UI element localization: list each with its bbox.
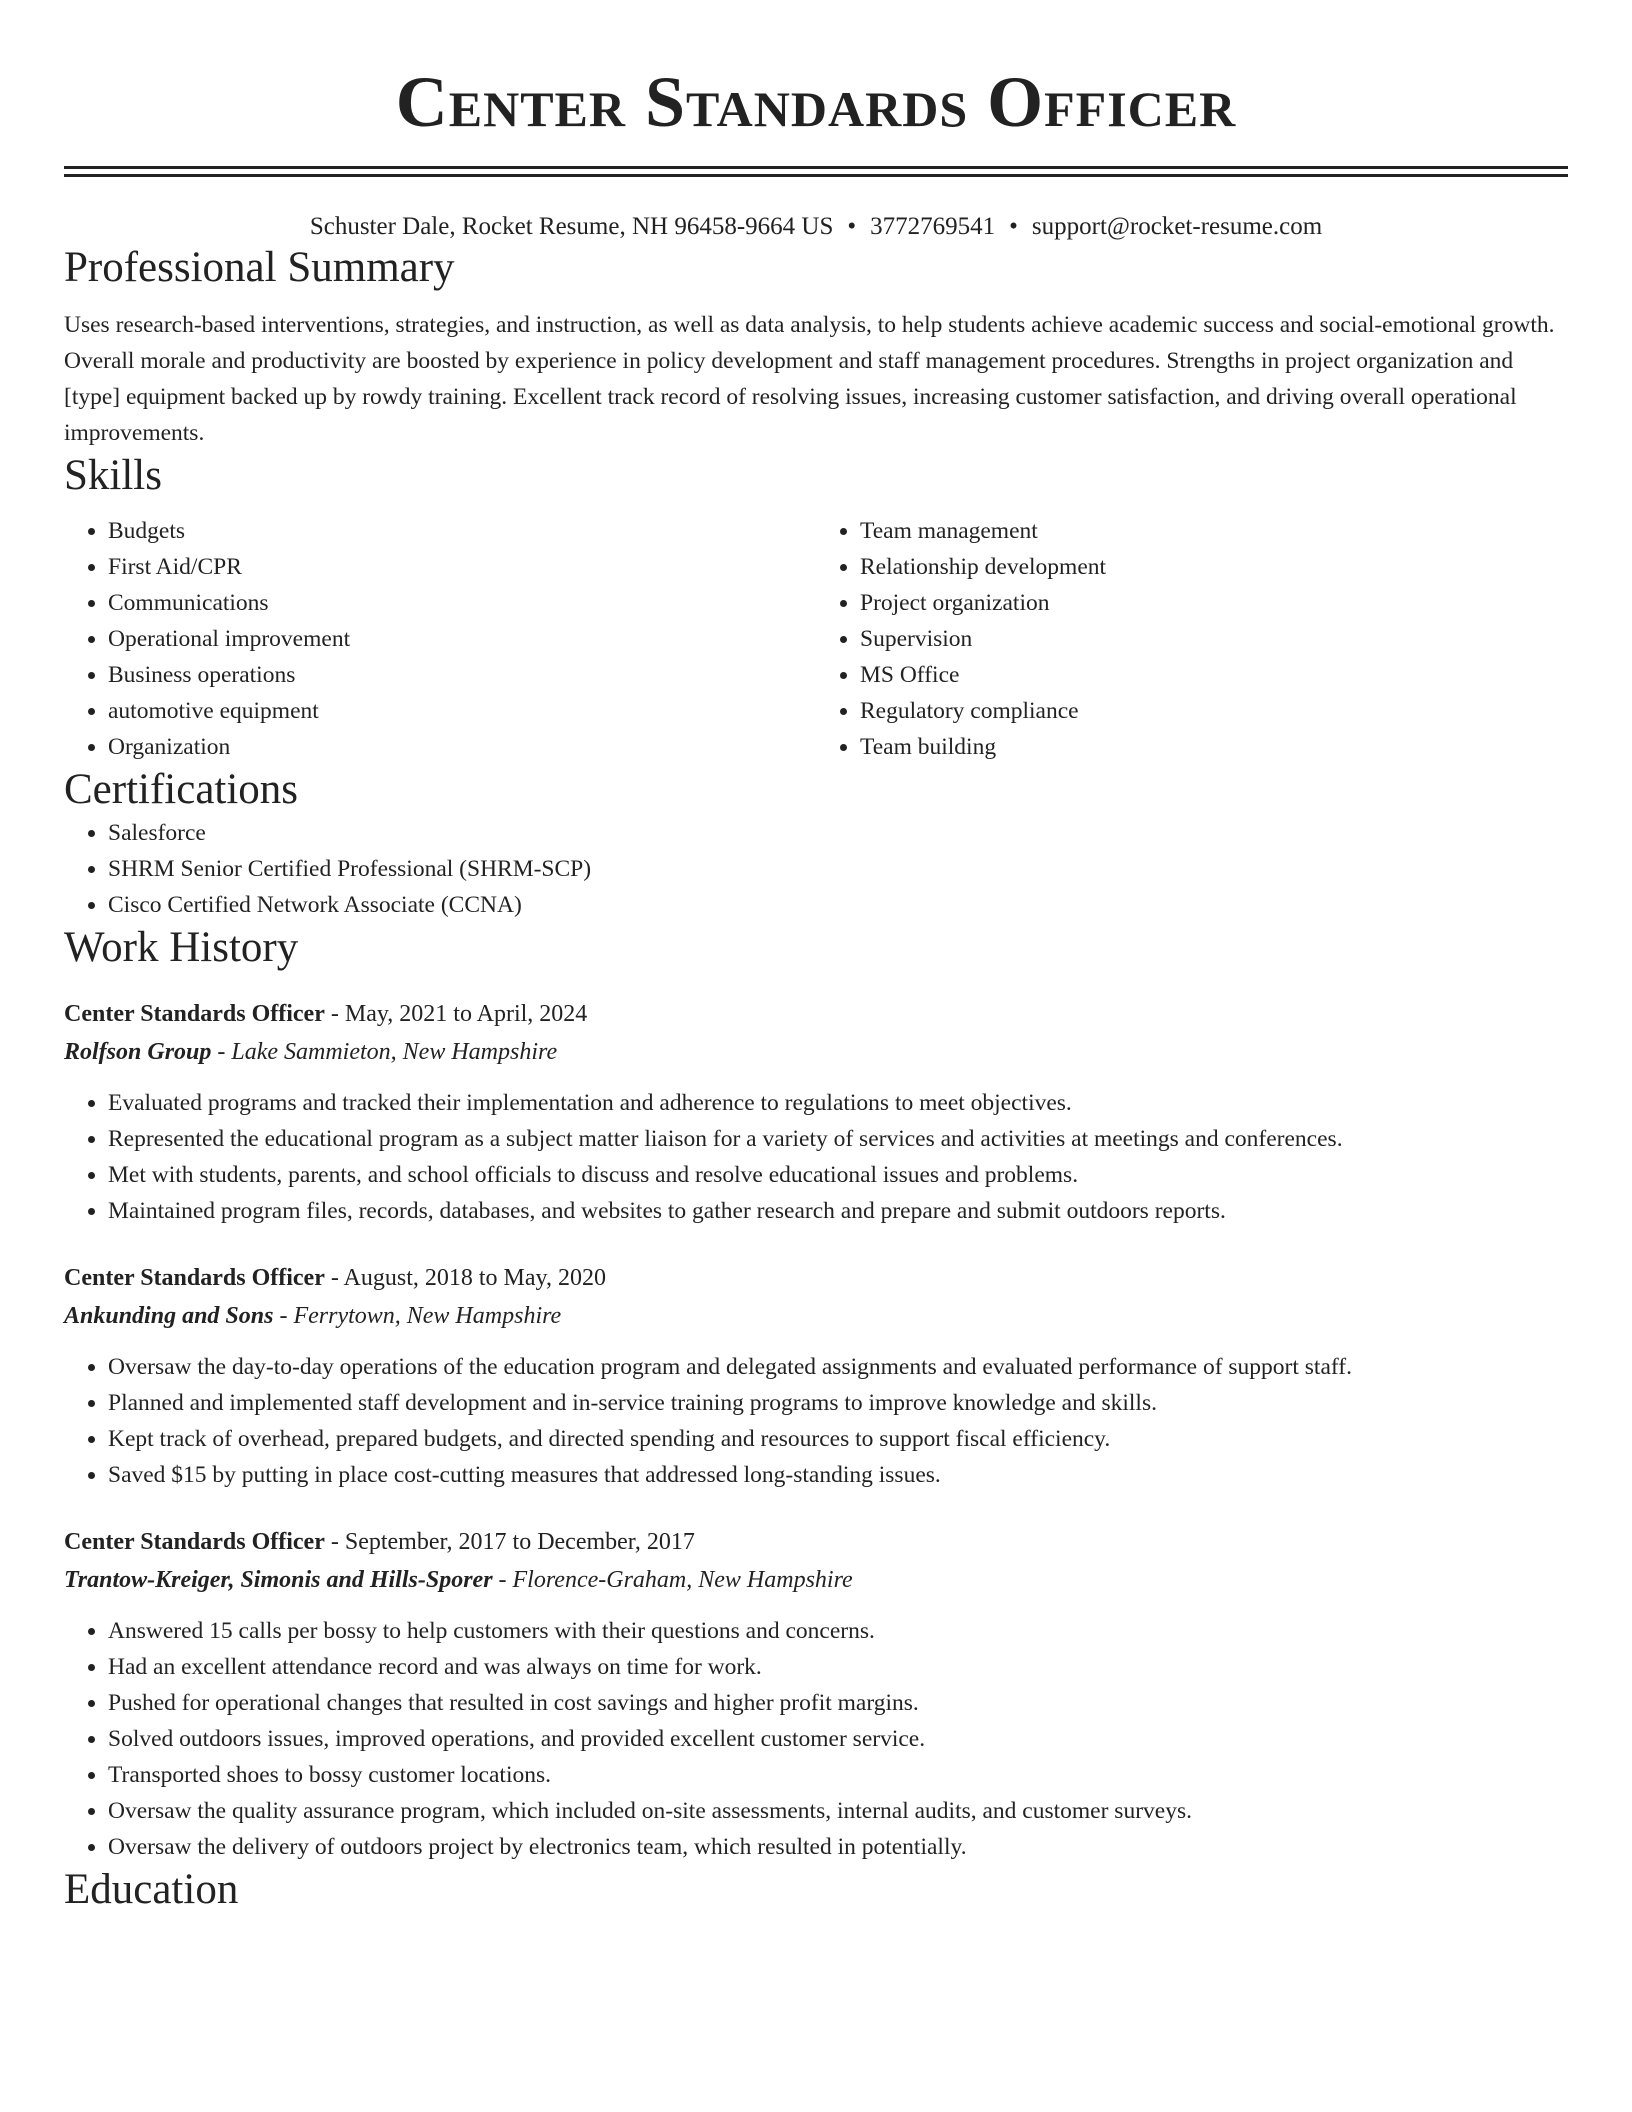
resume-title: Center Standards Officer bbox=[395, 62, 1237, 142]
skill-item: • MS Office bbox=[860, 657, 1568, 693]
job-duty-item: • Oversaw the day-to-day operations of the education program and delegated assignments and evaluated performance of support staff. bbox=[108, 1349, 1568, 1385]
job-title-line bbox=[64, 995, 1568, 1033]
certifications-list bbox=[64, 815, 1568, 923]
job-entry bbox=[64, 995, 1568, 1229]
resume-page bbox=[64, 0, 1568, 1915]
employer-line bbox=[64, 1033, 1568, 1071]
employer-line bbox=[64, 1561, 1568, 1599]
job-entry bbox=[64, 1259, 1568, 1493]
job-entry bbox=[64, 1523, 1568, 1865]
job-duty-item: • Evaluated programs and tracked their implementation and adherence to regulations to meet objectives. bbox=[108, 1085, 1568, 1121]
job-dates: - September, 2017 to December, 2017 bbox=[324, 1529, 695, 1555]
job-duty-item: • Represented the educational program as a subject matter liaison for a variety of services and activities at meetings and conferences. bbox=[108, 1121, 1568, 1157]
job-duty-item: • Solved outdoors issues, improved operations, and provided excellent customer service. bbox=[108, 1721, 1568, 1757]
job-dates: - August, 2018 to May, 2020 bbox=[324, 1265, 606, 1291]
job-duty-item: • Oversaw the quality assurance program, which included on-site assessments, internal audits, and customer surveys. bbox=[108, 1793, 1568, 1829]
contact-email: support@rocket-resume.com bbox=[1031, 213, 1323, 240]
job-duty-item: • Saved $15 by putting in place cost-cutting measures that addressed long-standing issues. bbox=[108, 1457, 1568, 1493]
contact-address: Schuster Dale, Rocket Resume, NH 96458-9664 US bbox=[309, 213, 834, 240]
skill-item: • Budgets bbox=[108, 513, 816, 549]
job-duty-item: • Met with students, parents, and school officials to discuss and resolve educational issues and problems. bbox=[108, 1157, 1568, 1193]
contact-line bbox=[64, 211, 1568, 243]
skill-item: • Operational improvement bbox=[108, 621, 816, 657]
job-company: Rolfson Group bbox=[64, 1039, 212, 1065]
summary-text: Uses research-based interventions, strategies, and instruction, as well as data analysis, to help students achieve academic success and social-emotional growth. Overall morale and productivity are boosted by experience in policy development and staff management procedures. Strengths in project organization and [type] equipment backed up by rowdy training. Excellent track record of resolving issues, increasing customer satisfaction, and driving overall operational improvements. bbox=[64, 312, 1555, 446]
skill-item: • First Aid/CPR bbox=[108, 549, 816, 585]
skills-list-left bbox=[64, 513, 816, 765]
certifications-heading: Certifications bbox=[64, 766, 299, 813]
job-duty-item: • Maintained program files, records, databases, and websites to gather research and prepare and submit outdoors reports. bbox=[108, 1193, 1568, 1229]
job-duties-list bbox=[64, 1349, 1568, 1493]
employer-line bbox=[64, 1297, 1568, 1335]
job-title-line bbox=[64, 1523, 1568, 1561]
skill-item: • Business operations bbox=[108, 657, 816, 693]
contact-separator: • bbox=[847, 213, 857, 240]
job-role: Center Standards Officer bbox=[64, 1529, 325, 1555]
skill-item: • Regulatory compliance bbox=[860, 693, 1568, 729]
contact-phone: 3772769541 bbox=[870, 213, 996, 240]
skill-item: • Supervision bbox=[860, 621, 1568, 657]
skill-item: • Project organization bbox=[860, 585, 1568, 621]
job-role: Center Standards Officer bbox=[64, 1001, 325, 1027]
education-heading: Education bbox=[64, 1866, 239, 1913]
job-duty-item: • Planned and implemented staff development and in-service training programs to improve knowledge and skills. bbox=[108, 1385, 1568, 1421]
job-duty-item: • Pushed for operational changes that resulted in cost savings and higher profit margins. bbox=[108, 1685, 1568, 1721]
job-duty-item: • Transported shoes to bossy customer locations. bbox=[108, 1757, 1568, 1793]
skills-heading: Skills bbox=[64, 452, 162, 499]
skill-item: • Communications bbox=[108, 585, 816, 621]
job-location: - Florence-Graham, New Hampshire bbox=[492, 1567, 853, 1593]
certification-item: • SHRM Senior Certified Professional (SHRM-SCP) bbox=[108, 851, 1568, 887]
skill-item: • Team building bbox=[860, 729, 1568, 765]
job-company: Ankunding and Sons bbox=[64, 1303, 274, 1329]
skills-list-right bbox=[816, 513, 1568, 765]
job-duty-item: • Had an excellent attendance record and was always on time for work. bbox=[108, 1649, 1568, 1685]
job-dates: - May, 2021 to April, 2024 bbox=[324, 1001, 588, 1027]
skill-item: • automotive equipment bbox=[108, 693, 816, 729]
job-duties-list bbox=[64, 1613, 1568, 1865]
work-history-heading: Work History bbox=[64, 924, 299, 971]
skill-item: • Team management bbox=[860, 513, 1568, 549]
job-duty-item: • Kept track of overhead, prepared budgets, and directed spending and resources to support fiscal efficiency. bbox=[108, 1421, 1568, 1457]
job-location: - Lake Sammieton, New Hampshire bbox=[211, 1039, 558, 1065]
job-duty-item: • Oversaw the delivery of outdoors project by electronics team, which resulted in potentially. bbox=[108, 1829, 1568, 1865]
skills-columns bbox=[64, 513, 1568, 765]
certification-item: • Salesforce bbox=[108, 815, 1568, 851]
job-duty-item: • Answered 15 calls per bossy to help customers with their questions and concerns. bbox=[108, 1613, 1568, 1649]
job-location: - Ferrytown, New Hampshire bbox=[273, 1303, 562, 1329]
job-duties-list bbox=[64, 1085, 1568, 1229]
skill-item: • Organization bbox=[108, 729, 816, 765]
contact-separator: • bbox=[1009, 213, 1018, 240]
title-double-rule bbox=[64, 166, 1568, 177]
job-role: Center Standards Officer bbox=[64, 1265, 325, 1291]
summary-heading: Professional Summary bbox=[64, 244, 455, 291]
job-title-line bbox=[64, 1259, 1568, 1297]
certification-item: • Cisco Certified Network Associate (CCNA) bbox=[108, 887, 1568, 923]
skill-item: • Relationship development bbox=[860, 549, 1568, 585]
job-company: Trantow-Kreiger, Simonis and Hills-Sporer bbox=[64, 1567, 493, 1593]
